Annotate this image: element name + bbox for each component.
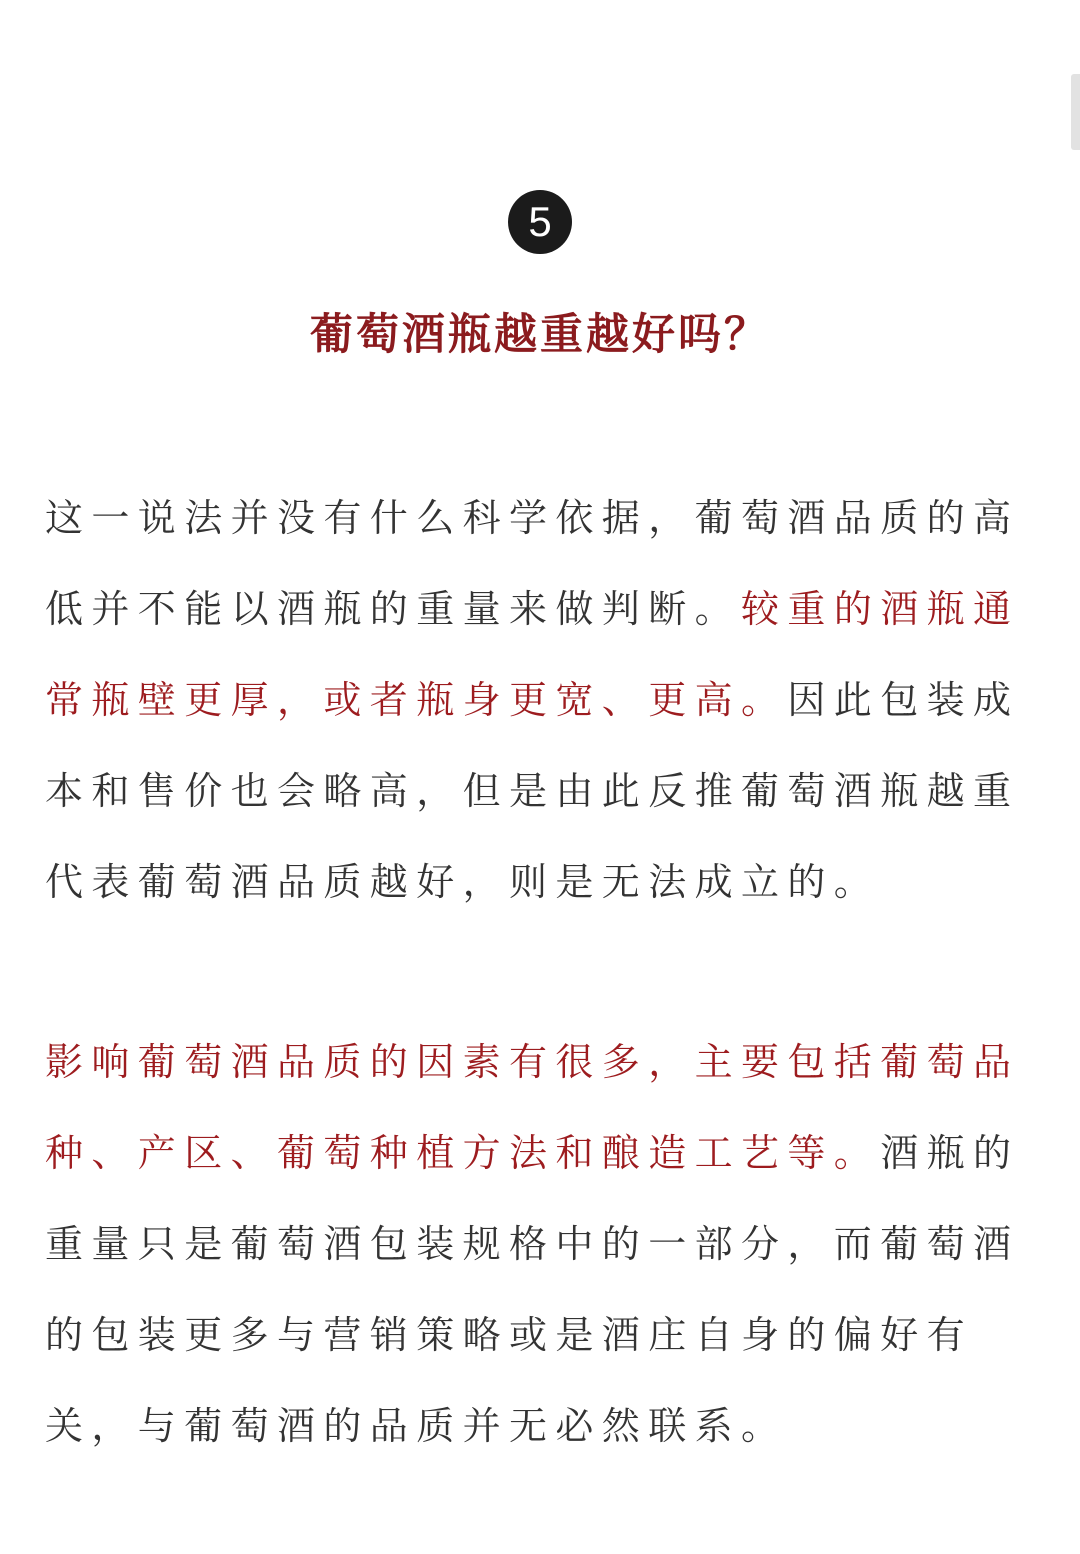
highlight-text: 较重的酒瓶通 (741, 587, 1020, 631)
section-number-badge: 5 (508, 190, 572, 254)
text-line: 本和售价也会略高，但是由此反推葡萄酒瓶越重 (45, 769, 1020, 813)
text-line: 这一说法并没有什么科学依据，葡萄酒品质的高 (45, 496, 1020, 540)
text-segment: 低并不能以酒瓶的重量来做判断。 (45, 587, 742, 631)
text-line (45, 1108, 1035, 1199)
paragraph-quality-factors (45, 1017, 1035, 1472)
highlight-text: 影响葡萄酒品质的因素有很多，主要包括葡萄品 (45, 1040, 1020, 1084)
text-line: 代表葡萄酒品质越好，则是无法成立的。 (45, 860, 881, 904)
text-line: 重量只是葡萄酒包装规格中的一部分，而葡萄酒 (45, 1222, 1020, 1266)
paragraph-bottle-weight (45, 473, 1035, 928)
text-segment: 因此包装成 (787, 678, 1020, 722)
highlight-text: 种、产区、葡萄种植方法和酿造工艺等。 (45, 1131, 881, 1175)
text-line: 的包装更多与营销策略或是酒庄自身的偏好有 (45, 1313, 974, 1357)
text-line: 关，与葡萄酒的品质并无必然联系。 (45, 1404, 788, 1448)
text-segment: 酒瓶的 (880, 1131, 1020, 1175)
highlight-text: 常瓶壁更厚，或者瓶身更宽、更高。 (45, 678, 788, 722)
scrollbar-thumb[interactable] (1071, 74, 1080, 150)
text-line (45, 564, 1035, 655)
text-line (45, 655, 1035, 746)
section-title: 葡萄酒瓶越重越好吗？ (310, 310, 770, 360)
